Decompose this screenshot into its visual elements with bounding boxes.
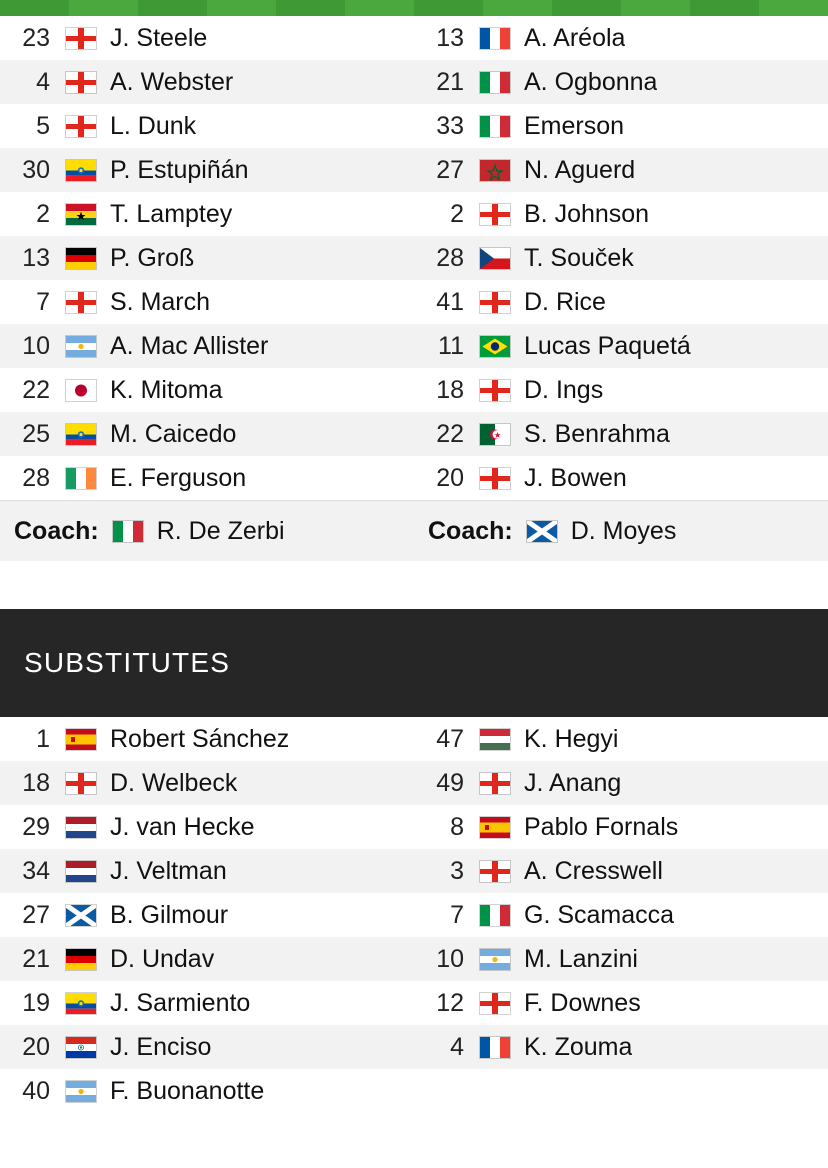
argentina-flag-icon bbox=[62, 1080, 100, 1103]
substitute-away-cell bbox=[414, 717, 828, 761]
germany-flag-icon bbox=[62, 948, 100, 971]
lineup-home-cell bbox=[0, 16, 414, 60]
england-flag-icon bbox=[62, 772, 100, 795]
player-number: 18 bbox=[22, 768, 50, 797]
argentina-flag-icon bbox=[476, 948, 514, 971]
italy-flag-icon bbox=[476, 71, 514, 94]
scotland-flag-icon bbox=[523, 520, 561, 543]
lineup-home-cell bbox=[0, 60, 414, 104]
player-name[interactable]: A. Ogbonna bbox=[524, 67, 658, 96]
lineup-row bbox=[0, 368, 828, 412]
algeria-flag-icon bbox=[476, 423, 514, 446]
coach-label: Coach: bbox=[428, 516, 513, 545]
player-number: 27 bbox=[436, 155, 464, 184]
coach-name[interactable]: D. Moyes bbox=[570, 516, 677, 545]
player-number: 2 bbox=[36, 199, 50, 228]
player-number: 5 bbox=[36, 111, 50, 140]
lineup-row bbox=[0, 412, 828, 456]
lineup-home-cell bbox=[0, 280, 414, 324]
player-name[interactable]: A. Mac Allister bbox=[110, 331, 269, 360]
england-flag-icon bbox=[476, 291, 514, 314]
ecuador-flag-icon bbox=[62, 159, 100, 182]
england-flag-icon bbox=[476, 992, 514, 1015]
pitch-stripe-10 bbox=[621, 0, 690, 16]
player-number: 10 bbox=[22, 331, 50, 360]
lineup-home-cell bbox=[0, 324, 414, 368]
england-flag-icon bbox=[62, 27, 100, 50]
player-number: 34 bbox=[22, 856, 50, 885]
lineup-home-cell bbox=[0, 368, 414, 412]
player-name[interactable]: B. Johnson bbox=[524, 199, 650, 228]
player-number: 29 bbox=[22, 812, 50, 841]
player-number: 10 bbox=[436, 944, 464, 973]
player-number: 7 bbox=[36, 287, 50, 316]
spain-flag-icon bbox=[62, 728, 100, 751]
germany-flag-icon bbox=[62, 247, 100, 270]
pitch-stripe-2 bbox=[69, 0, 138, 16]
lineup-row bbox=[0, 192, 828, 236]
player-name[interactable]: T. Lamptey bbox=[110, 199, 233, 228]
lineup-away-cell bbox=[414, 280, 828, 324]
lineup-row bbox=[0, 148, 828, 192]
japan-flag-icon bbox=[62, 379, 100, 402]
player-number: 2 bbox=[450, 199, 464, 228]
pitch-stripe-11 bbox=[690, 0, 759, 16]
england-flag-icon bbox=[62, 291, 100, 314]
player-name[interactable]: A. Webster bbox=[110, 67, 234, 96]
player-number: 11 bbox=[438, 331, 464, 360]
player-number: 21 bbox=[22, 944, 50, 973]
coach-name[interactable]: R. De Zerbi bbox=[156, 516, 285, 545]
player-number: 21 bbox=[436, 67, 464, 96]
brazil-flag-icon bbox=[476, 335, 514, 358]
lineup-row bbox=[0, 280, 828, 324]
england-flag-icon bbox=[62, 71, 100, 94]
netherlands-flag-icon bbox=[62, 816, 100, 839]
lineup-row bbox=[0, 324, 828, 368]
player-name[interactable]: J. Anang bbox=[524, 768, 622, 797]
player-name[interactable]: A. Aréola bbox=[524, 23, 626, 52]
player-name[interactable]: G. Scamacca bbox=[524, 900, 675, 929]
italy-flag-icon bbox=[476, 115, 514, 138]
substitute-home-cell bbox=[0, 937, 414, 981]
ireland-flag-icon bbox=[62, 467, 100, 490]
pitch-stripe-1 bbox=[0, 0, 69, 16]
substitute-row bbox=[0, 717, 828, 761]
england-flag-icon bbox=[62, 115, 100, 138]
substitute-row bbox=[0, 893, 828, 937]
pitch-stripe-9 bbox=[552, 0, 621, 16]
coach-away-cell bbox=[414, 501, 828, 562]
lineup-row bbox=[0, 16, 828, 60]
france-flag-icon bbox=[476, 1036, 514, 1059]
player-number: 47 bbox=[436, 724, 464, 753]
player-name[interactable]: Pablo Fornals bbox=[524, 812, 679, 841]
lineup-home-cell bbox=[0, 236, 414, 280]
coach-row bbox=[0, 501, 828, 562]
player-number: 28 bbox=[22, 463, 50, 492]
player-name[interactable]: P. Estupiñán bbox=[110, 155, 249, 184]
substitutes-title: SUBSTITUTES bbox=[24, 647, 231, 678]
substitute-home-cell bbox=[0, 849, 414, 893]
morocco-flag-icon bbox=[476, 159, 514, 182]
lineup-away-cell bbox=[414, 412, 828, 456]
player-number: 30 bbox=[22, 155, 50, 184]
lineup-row bbox=[0, 456, 828, 501]
substitute-away-cell bbox=[414, 937, 828, 981]
player-number: 8 bbox=[450, 812, 464, 841]
ecuador-flag-icon bbox=[62, 992, 100, 1015]
substitute-row bbox=[0, 981, 828, 1025]
england-flag-icon bbox=[476, 772, 514, 795]
lineup-row bbox=[0, 60, 828, 104]
player-number: 12 bbox=[436, 988, 464, 1017]
substitute-row bbox=[0, 937, 828, 981]
player-number: 28 bbox=[436, 243, 464, 272]
england-flag-icon bbox=[476, 379, 514, 402]
player-number: 4 bbox=[36, 67, 50, 96]
substitute-home-cell bbox=[0, 761, 414, 805]
pitch-stripe-6 bbox=[345, 0, 414, 16]
player-name[interactable]: K. Zouma bbox=[524, 1032, 633, 1061]
player-number: 33 bbox=[436, 111, 464, 140]
substitute-home-cell bbox=[0, 1069, 414, 1113]
ecuador-flag-icon bbox=[62, 423, 100, 446]
player-name[interactable]: J. Sarmiento bbox=[110, 988, 251, 1017]
player-number: 1 bbox=[36, 724, 50, 753]
substitute-row bbox=[0, 761, 828, 805]
player-name[interactable]: B. Gilmour bbox=[110, 900, 229, 929]
ghana-flag-icon bbox=[62, 203, 100, 226]
player-number: 19 bbox=[22, 988, 50, 1017]
lineup-row bbox=[0, 236, 828, 280]
player-name[interactable]: D. Welbeck bbox=[110, 768, 238, 797]
substitute-row bbox=[0, 1025, 828, 1069]
player-name[interactable]: E. Ferguson bbox=[110, 463, 247, 492]
empty-cell bbox=[414, 1069, 828, 1113]
lineup-away-cell bbox=[414, 104, 828, 148]
italy-flag-icon bbox=[476, 904, 514, 927]
pitch-stripe-7 bbox=[414, 0, 483, 16]
player-name[interactable]: Lucas Paquetá bbox=[524, 331, 691, 360]
pitch-stripe-3 bbox=[138, 0, 207, 16]
player-name[interactable]: J. Veltman bbox=[110, 856, 227, 885]
substitute-row bbox=[0, 1069, 828, 1113]
player-name[interactable]: J. Steele bbox=[110, 23, 208, 52]
lineup-away-cell bbox=[414, 192, 828, 236]
italy-flag-icon bbox=[109, 520, 147, 543]
player-number: 4 bbox=[450, 1032, 464, 1061]
pitch-stripe-5 bbox=[276, 0, 345, 16]
player-name[interactable]: J. Bowen bbox=[524, 463, 627, 492]
czechia-flag-icon bbox=[476, 247, 514, 270]
player-name[interactable]: S. March bbox=[110, 287, 211, 316]
scotland-flag-icon bbox=[62, 904, 100, 927]
player-name[interactable]: M. Lanzini bbox=[524, 944, 638, 973]
england-flag-icon bbox=[476, 467, 514, 490]
player-name[interactable]: A. Cresswell bbox=[524, 856, 663, 885]
england-flag-icon bbox=[476, 860, 514, 883]
lineup-away-cell bbox=[414, 148, 828, 192]
coach-home-cell bbox=[0, 501, 414, 562]
substitute-home-cell bbox=[0, 805, 414, 849]
substitute-row bbox=[0, 849, 828, 893]
substitute-home-cell bbox=[0, 893, 414, 937]
lineup-home-cell bbox=[0, 412, 414, 456]
player-number: 23 bbox=[22, 23, 50, 52]
lineup-away-cell bbox=[414, 324, 828, 368]
lineup-away-cell bbox=[414, 456, 828, 501]
player-number: 40 bbox=[22, 1076, 50, 1105]
england-flag-icon bbox=[476, 203, 514, 226]
substitute-home-cell bbox=[0, 1025, 414, 1069]
player-number: 20 bbox=[22, 1032, 50, 1061]
netherlands-flag-icon bbox=[62, 860, 100, 883]
lineup-away-cell bbox=[414, 60, 828, 104]
pitch-stripe-12 bbox=[759, 0, 828, 16]
player-name[interactable]: Emerson bbox=[524, 111, 625, 140]
player-number: 25 bbox=[22, 419, 50, 448]
player-number: 22 bbox=[436, 419, 464, 448]
player-name[interactable]: F. Buonanotte bbox=[110, 1076, 265, 1105]
substitute-home-cell bbox=[0, 981, 414, 1025]
substitute-away-cell bbox=[414, 981, 828, 1025]
player-name[interactable]: D. Undav bbox=[110, 944, 215, 973]
player-number: 13 bbox=[436, 23, 464, 52]
player-name[interactable]: M. Caicedo bbox=[110, 419, 237, 448]
player-name[interactable]: J. van Hecke bbox=[110, 812, 255, 841]
france-flag-icon bbox=[476, 27, 514, 50]
lineup-home-cell bbox=[0, 104, 414, 148]
paraguay-flag-icon bbox=[62, 1036, 100, 1059]
pitch-stripe-4 bbox=[207, 0, 276, 16]
player-name[interactable]: F. Downes bbox=[524, 988, 641, 1017]
player-number: 18 bbox=[436, 375, 464, 404]
lineup-home-cell bbox=[0, 456, 414, 501]
lineup-away-cell bbox=[414, 16, 828, 60]
spain-flag-icon bbox=[476, 816, 514, 839]
lineup-away-cell bbox=[414, 236, 828, 280]
player-name[interactable]: D. Ings bbox=[524, 375, 604, 404]
player-name[interactable]: P. Groß bbox=[110, 243, 195, 272]
player-number: 7 bbox=[450, 900, 464, 929]
player-number: 20 bbox=[436, 463, 464, 492]
player-name[interactable]: Robert Sánchez bbox=[110, 724, 290, 753]
substitute-away-cell bbox=[414, 849, 828, 893]
player-name[interactable]: K. Hegyi bbox=[524, 724, 619, 753]
lineup-home-cell bbox=[0, 148, 414, 192]
substitutes-header bbox=[0, 609, 828, 717]
substitute-away-cell bbox=[414, 761, 828, 805]
player-name[interactable]: S. Benrahma bbox=[524, 419, 670, 448]
coach-label: Coach: bbox=[14, 516, 99, 545]
player-name[interactable]: N. Aguerd bbox=[524, 155, 636, 184]
player-name[interactable]: D. Rice bbox=[524, 287, 606, 316]
argentina-flag-icon bbox=[62, 335, 100, 358]
player-number: 13 bbox=[22, 243, 50, 272]
lineup-home-cell bbox=[0, 192, 414, 236]
substitute-away-cell bbox=[414, 893, 828, 937]
player-number: 3 bbox=[450, 856, 464, 885]
player-name[interactable]: K. Mitoma bbox=[110, 375, 223, 404]
player-number: 49 bbox=[436, 768, 464, 797]
lineup-row bbox=[0, 104, 828, 148]
player-number: 22 bbox=[22, 375, 50, 404]
section-gap bbox=[0, 561, 828, 609]
substitutes-table bbox=[0, 717, 828, 1113]
substitute-row bbox=[0, 805, 828, 849]
player-name[interactable]: L. Dunk bbox=[110, 111, 197, 140]
starting-lineup-table bbox=[0, 16, 828, 561]
pitch-stripe-8 bbox=[483, 0, 552, 16]
hungary-flag-icon bbox=[476, 728, 514, 751]
player-name[interactable]: J. Enciso bbox=[110, 1032, 212, 1061]
player-name[interactable]: T. Souček bbox=[524, 243, 634, 272]
substitute-away-cell bbox=[414, 1025, 828, 1069]
player-number: 41 bbox=[436, 287, 464, 316]
pitch-stripes-bar bbox=[0, 0, 828, 16]
lineup-away-cell bbox=[414, 368, 828, 412]
substitute-home-cell bbox=[0, 717, 414, 761]
substitute-away-cell bbox=[414, 805, 828, 849]
player-number: 27 bbox=[22, 900, 50, 929]
